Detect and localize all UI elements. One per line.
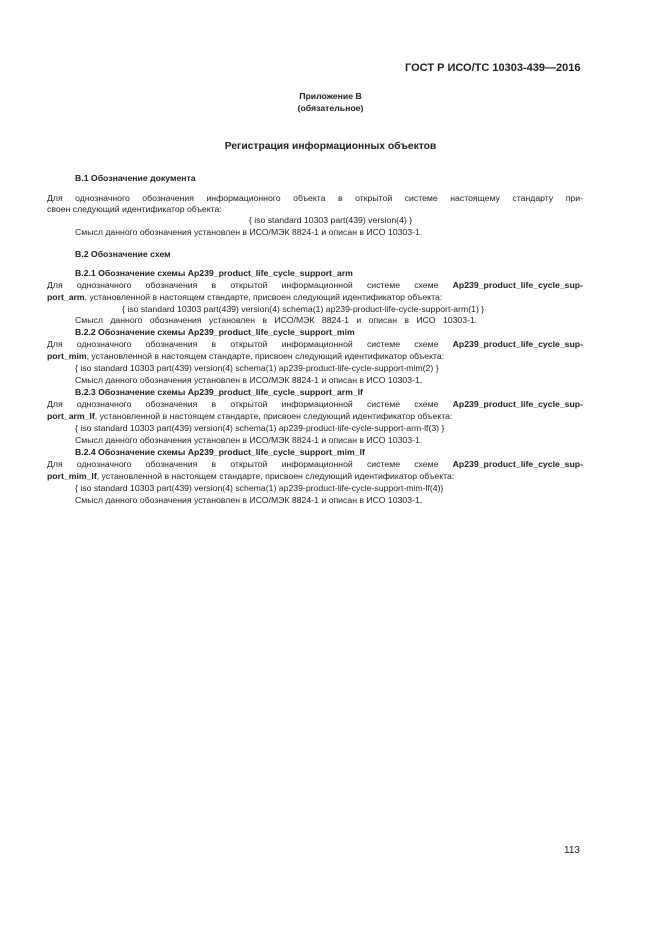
subsection-b23-schema-name-end: port_arm_lf [47, 411, 95, 421]
subsection-b23-para-line1 [47, 399, 583, 410]
subsection-b23-heading: В.2.3 Обозначение схемы Ap239_product_life_cycle_support_arm_lf [75, 387, 363, 397]
subsection-b23-meaning: Смысл данного обозначения установлен в ИСО/МЭК 8824-1 и описан в ИСО 10303-1. [75, 435, 423, 445]
section-b2-heading: В.2 Обозначение схем [75, 249, 171, 259]
subsection-b21-para-line1 [47, 280, 583, 291]
subsection-b24-para-text: Для однозначного обозначения в открытой информационной системе схеме [47, 459, 453, 469]
subsection-b22-schema-name-end: port_mim [47, 351, 87, 361]
subsection-b22-para-tail: , установленной в настоящем стандарте, присвоен следующий идентификатор объекта: [86, 351, 445, 361]
subsection-b22-heading: В.2.2 Обозначение схемы Ap239_product_life_cycle_support_mim [75, 327, 355, 337]
subsection-b23-para-text: Для однозначного обозначения в открытой информационной системе схеме [47, 399, 453, 409]
subsection-b24-schema-name-end: port_mim_lf [47, 471, 97, 481]
subsection-b23-para-tail: , установленной в настоящем стандарте, присвоен следующий идентификатор объекта: [94, 411, 453, 421]
subsection-b24-identifier: { iso standard 10303 part(439) version(4) schema(1) ap239-product-life-cycle-support-mim-lf(4)} [75, 483, 444, 493]
appendix-title: Приложение В [299, 91, 362, 101]
subsection-b24-para-line1 [47, 459, 583, 470]
subsection-b22-para-line1 [47, 339, 583, 350]
subsection-b24-heading: В.2.4 Обозначение схемы Ap239_product_life_cycle_support_mim_lf [75, 447, 365, 457]
subsection-b24-schema-name: Ap239_product_life_cycle_sup- [452, 459, 583, 469]
section-b1-para-line1: Для однозначного обозначения информационного объекта в открытой системе настоящему стандарту при- [47, 193, 583, 203]
subsection-b21-heading: В.2.1 Обозначение схемы Ap239_product_life_cycle_support_arm [75, 268, 353, 278]
page-number: 113 [564, 845, 580, 856]
subsection-b24-para-line2 [47, 471, 454, 482]
subsection-b24-para-tail: , установленной в настоящем стандарте, присвоен следующий идентификатор объекта: [96, 471, 455, 481]
standard-designation: ГОСТ Р ИСО/ТС 10303-439—2016 [405, 62, 581, 74]
subsection-b22-para-text: Для однозначного обозначения в открытой информационной системе схеме [47, 339, 453, 349]
subsection-b22-meaning: Смысл данного обозначения установлен в ИСО/МЭК 8824-1 и описан в ИСО 10303-1. [75, 375, 423, 385]
subsection-b21-schema-name: Ap239_product_life_cycle_sup- [452, 280, 583, 290]
subsection-b23-identifier: { iso standard 10303 part(439) version(4) schema(1) ap239-product-life-cycle-support-arm-lf(3) } [75, 423, 445, 433]
subsection-b23-para-line2 [47, 411, 452, 422]
subsection-b24-meaning: Смысл данного обозначения установлен в ИСО/МЭК 8824-1 и описан в ИСО 10303-1. [75, 495, 423, 505]
subsection-b21-schema-name-end: port_arm [47, 292, 85, 302]
section-b1-meaning: Смысл данного обозначения установлен в ИСО/МЭК 8824-1 и описан в ИСО 10303-1. [75, 227, 423, 237]
subsection-b21-para-line2 [47, 292, 442, 303]
main-title: Регистрация информационных объектов [224, 141, 437, 152]
subsection-b21-identifier: { iso standard 10303 part(439) version(4) schema(1) ap239-product-life-cycle-support-arm(1) } [122, 304, 485, 314]
section-b1-heading: В.1 Обозначение документа [75, 173, 196, 183]
subsection-b22-para-line2 [47, 351, 444, 362]
subsection-b21-meaning: Смысл данного обозначения установлен в ИСО/МЭК 8824-1 и описан в ИСО 10303-1. [75, 315, 478, 325]
subsection-b22-schema-name: Ap239_product_life_cycle_sup- [452, 339, 583, 349]
appendix-subtitle: (обязательное) [297, 103, 364, 113]
subsection-b22-identifier: { iso standard 10303 part(439) version(4) schema(1) ap239-product-life-cycle-support-mim(2) } [75, 363, 439, 373]
section-b1-para-line2: своен следующий идентификатор объекта: [47, 204, 222, 214]
subsection-b21-para-tail: , установленной в настоящем стандарте, присвоен следующий идентификатор объекта: [84, 292, 443, 302]
section-b1-identifier: { iso standard 10303 part(439) version(4) } [248, 215, 413, 225]
subsection-b23-schema-name: Ap239_product_life_cycle_sup- [452, 399, 583, 409]
subsection-b21-para-text: Для однозначного обозначения в открытой информационной системе схеме [47, 280, 453, 290]
